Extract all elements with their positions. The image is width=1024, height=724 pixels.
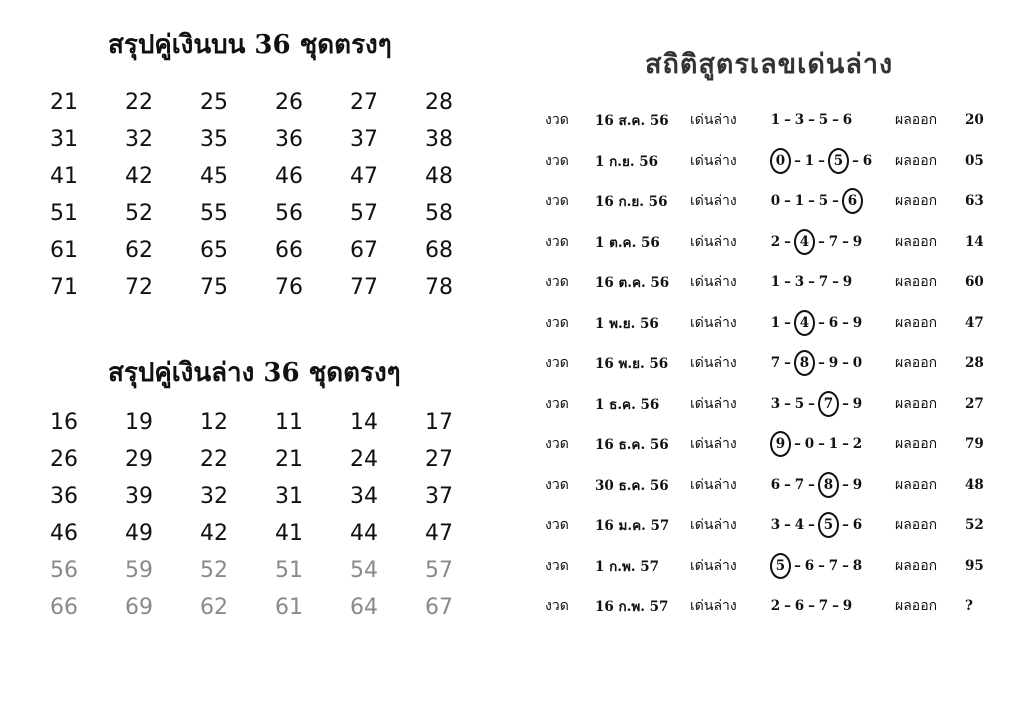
- circled-digit: 9: [770, 431, 791, 457]
- stat-row: [545, 262, 985, 303]
- grid-cell: 14: [350, 410, 378, 435]
- dash-separator: –: [842, 233, 849, 250]
- highlight-label: เด่นล่าง: [690, 112, 737, 129]
- grid-cell: 47: [350, 164, 378, 189]
- draw-date: 16 ส.ค. 56: [595, 113, 669, 130]
- digit: 1: [804, 152, 815, 169]
- digit: 4: [794, 517, 805, 534]
- dash-separator: –: [808, 517, 815, 534]
- grid-cell: 31: [50, 127, 78, 152]
- dash-separator: –: [784, 314, 791, 331]
- grid-cell: 52: [125, 201, 153, 226]
- circled-digit: 6: [842, 188, 863, 214]
- result-label: ผลออก: [895, 233, 938, 250]
- grid-cell: 54: [350, 558, 378, 583]
- result-value: 14: [965, 233, 984, 250]
- draw-date: 16 ก.ย. 56: [595, 194, 668, 211]
- grid-cell: 72: [125, 275, 153, 300]
- grid-cell: 77: [350, 275, 378, 300]
- circled-digit: 8: [794, 350, 815, 376]
- draw-date: 16 ก.พ. 57: [595, 599, 669, 616]
- dash-separator: –: [818, 557, 825, 574]
- dash-separator: –: [784, 395, 791, 412]
- draw-date: 1 ต.ค. 56: [595, 234, 660, 251]
- digit-sequence: [770, 112, 895, 128]
- stat-row: [545, 100, 985, 141]
- draw-label: งวด: [545, 274, 569, 291]
- highlight-label: เด่นล่าง: [690, 395, 737, 412]
- digit: 6: [842, 112, 853, 129]
- grid-cell: 22: [200, 447, 228, 472]
- dash-separator: –: [832, 274, 839, 291]
- digit: 3: [794, 274, 805, 291]
- digit: 1: [828, 436, 839, 453]
- draw-date: 16 ต.ค. 56: [595, 275, 670, 292]
- draw-label: งวด: [545, 436, 569, 453]
- dash-separator: –: [832, 193, 839, 210]
- grid-row: [50, 232, 480, 269]
- grid-cell: 75: [200, 275, 228, 300]
- dash-separator: –: [842, 355, 849, 372]
- grid-cell: 64: [350, 595, 378, 620]
- stats-title: สถิติสูตรเลขเด่นล่าง: [645, 49, 894, 80]
- draw-label: งวด: [545, 557, 569, 574]
- grid-cell: 37: [350, 127, 378, 152]
- circled-digit: 4: [794, 310, 815, 336]
- grid-cell: 39: [125, 484, 153, 509]
- grid-cell: 57: [350, 201, 378, 226]
- grid-cell: 19: [125, 410, 153, 435]
- digit-sequence: [770, 148, 895, 174]
- bottom-pairs-title: สรุปคู่เงินล่าง 36 ชุดตรงๆ: [108, 358, 401, 388]
- digit: 1: [770, 314, 781, 331]
- grid-cell: 25: [200, 90, 228, 115]
- digit: 9: [842, 598, 853, 615]
- dash-separator: –: [784, 233, 791, 250]
- digit: 9: [852, 476, 863, 493]
- grid-cell: 48: [425, 164, 453, 189]
- dash-separator: –: [832, 598, 839, 615]
- grid-cell: 67: [425, 595, 453, 620]
- grid-cell: 56: [275, 201, 303, 226]
- grid-cell: 46: [50, 521, 78, 546]
- draw-date: 1 ก.พ. 57: [595, 558, 660, 575]
- dash-separator: –: [832, 112, 839, 129]
- draw-date: 1 ธ.ค. 56: [595, 396, 660, 413]
- digit: 3: [794, 112, 805, 129]
- grid-row: [50, 552, 480, 589]
- highlight-label: เด่นล่าง: [690, 152, 737, 169]
- highlight-label: เด่นล่าง: [690, 193, 737, 210]
- digit-sequence: [770, 229, 895, 255]
- highlight-label: เด่นล่าง: [690, 314, 737, 331]
- dash-separator: –: [808, 395, 815, 412]
- grid-cell: 41: [275, 521, 303, 546]
- grid-cell: 59: [125, 558, 153, 583]
- digit: 0: [770, 193, 781, 210]
- digit: 6: [804, 557, 815, 574]
- stat-row: [545, 384, 985, 425]
- dash-separator: –: [808, 112, 815, 129]
- stat-row: [545, 465, 985, 506]
- grid-cell: 66: [275, 238, 303, 263]
- grid-cell: 34: [350, 484, 378, 509]
- highlight-label: เด่นล่าง: [690, 436, 737, 453]
- draw-label: งวด: [545, 598, 569, 615]
- grid-cell: 78: [425, 275, 453, 300]
- draw-date: 16 ม.ค. 57: [595, 518, 670, 535]
- grid-cell: 62: [200, 595, 228, 620]
- dash-separator: –: [842, 557, 849, 574]
- digit: 3: [770, 517, 781, 534]
- draw-label: งวด: [545, 314, 569, 331]
- result-label: ผลออก: [895, 476, 938, 493]
- grid-cell: 26: [275, 90, 303, 115]
- grid-cell: 62: [125, 238, 153, 263]
- digit: 8: [852, 557, 863, 574]
- dash-separator: –: [784, 598, 791, 615]
- dash-separator: –: [818, 436, 825, 453]
- top-pairs-title: สรุปคู่เงินบน 36 ชุดตรงๆ: [108, 30, 392, 60]
- digit: 6: [794, 598, 805, 615]
- digit: 1: [794, 193, 805, 210]
- result-value: 95: [965, 557, 984, 574]
- draw-label: งวด: [545, 152, 569, 169]
- digit-sequence: [770, 598, 895, 614]
- digit-sequence: [770, 431, 895, 457]
- stat-row: [545, 546, 985, 587]
- result-label: ผลออก: [895, 395, 938, 412]
- draw-label: งวด: [545, 476, 569, 493]
- grid-row: [50, 515, 480, 552]
- digit: 0: [852, 355, 863, 372]
- dash-separator: –: [794, 436, 801, 453]
- result-value: 48: [965, 476, 984, 493]
- digit: 1: [770, 112, 781, 129]
- digit: 7: [818, 598, 829, 615]
- digit: 0: [804, 436, 815, 453]
- dash-separator: –: [842, 436, 849, 453]
- dash-separator: –: [808, 193, 815, 210]
- digit: 2: [852, 436, 863, 453]
- grid-cell: 29: [125, 447, 153, 472]
- digit: 5: [818, 112, 829, 129]
- grid-cell: 61: [50, 238, 78, 263]
- digit-sequence: [770, 472, 895, 498]
- digit: 7: [828, 233, 839, 250]
- grid-row: [50, 589, 480, 626]
- result-label: ผลออก: [895, 598, 938, 615]
- grid-row: [50, 195, 480, 232]
- grid-cell: 26: [50, 447, 78, 472]
- digit-sequence: [770, 391, 895, 417]
- grid-cell: 56: [50, 558, 78, 583]
- stat-row: [545, 222, 985, 263]
- grid-cell: 52: [200, 558, 228, 583]
- draw-label: งวด: [545, 395, 569, 412]
- dash-separator: –: [818, 233, 825, 250]
- grid-cell: 57: [425, 558, 453, 583]
- result-label: ผลออก: [895, 112, 938, 129]
- highlight-label: เด่นล่าง: [690, 598, 737, 615]
- grid-cell: 21: [275, 447, 303, 472]
- highlight-label: เด่นล่าง: [690, 233, 737, 250]
- grid-row: [50, 158, 480, 195]
- digit: 2: [770, 233, 781, 250]
- stat-row: [545, 141, 985, 182]
- dash-separator: –: [842, 395, 849, 412]
- grid-cell: 41: [50, 164, 78, 189]
- draw-label: งวด: [545, 517, 569, 534]
- digit: 7: [828, 557, 839, 574]
- grid-cell: 22: [125, 90, 153, 115]
- dash-separator: –: [784, 112, 791, 129]
- digit-sequence: [770, 274, 895, 290]
- draw-date: 16 ธ.ค. 56: [595, 437, 669, 454]
- draw-date: 1 ก.ย. 56: [595, 153, 659, 170]
- dash-separator: –: [784, 193, 791, 210]
- dash-separator: –: [842, 476, 849, 493]
- dash-separator: –: [794, 557, 801, 574]
- grid-row: [50, 404, 480, 441]
- grid-cell: 67: [350, 238, 378, 263]
- grid-cell: 37: [425, 484, 453, 509]
- digit: 3: [770, 395, 781, 412]
- digit: 5: [794, 395, 805, 412]
- dash-separator: –: [852, 152, 859, 169]
- grid-cell: 35: [200, 127, 228, 152]
- result-label: ผลออก: [895, 517, 938, 534]
- digit: 9: [852, 314, 863, 331]
- grid-cell: 27: [425, 447, 453, 472]
- circled-digit: 5: [770, 553, 791, 579]
- highlight-label: เด่นล่าง: [690, 517, 737, 534]
- grid-cell: 51: [275, 558, 303, 583]
- draw-label: งวด: [545, 193, 569, 210]
- result-value: 63: [965, 193, 984, 210]
- circled-digit: 5: [818, 512, 839, 538]
- digit: 9: [842, 274, 853, 291]
- digit: 2: [770, 598, 781, 615]
- grid-cell: 68: [425, 238, 453, 263]
- grid-cell: 32: [125, 127, 153, 152]
- grid-cell: 51: [50, 201, 78, 226]
- digit: 9: [852, 395, 863, 412]
- result-value: 47: [965, 314, 984, 331]
- draw-date: 16 พ.ย. 56: [595, 356, 669, 373]
- highlight-label: เด่นล่าง: [690, 355, 737, 372]
- stat-row: [545, 303, 985, 344]
- grid-cell: 47: [425, 521, 453, 546]
- grid-cell: 31: [275, 484, 303, 509]
- highlight-label: เด่นล่าง: [690, 476, 737, 493]
- grid-cell: 61: [275, 595, 303, 620]
- grid-row: [50, 84, 480, 121]
- result-label: ผลออก: [895, 557, 938, 574]
- highlight-label: เด่นล่าง: [690, 557, 737, 574]
- draw-date: 30 ธ.ค. 56: [595, 477, 669, 494]
- circled-digit: 8: [818, 472, 839, 498]
- digit-sequence: [770, 350, 895, 376]
- digit: 5: [818, 193, 829, 210]
- digit: 6: [862, 152, 873, 169]
- digit: 6: [828, 314, 839, 331]
- digit-sequence: [770, 512, 895, 538]
- dash-separator: –: [818, 152, 825, 169]
- circled-digit: 4: [794, 229, 815, 255]
- grid-cell: 44: [350, 521, 378, 546]
- digit: 9: [828, 355, 839, 372]
- grid-cell: 17: [425, 410, 453, 435]
- result-label: ผลออก: [895, 152, 938, 169]
- grid-cell: 16: [50, 410, 78, 435]
- dash-separator: –: [784, 476, 791, 493]
- grid-cell: 12: [200, 410, 228, 435]
- bottom-pairs-grid: [50, 404, 480, 626]
- grid-row: [50, 121, 480, 158]
- result-value: ?: [965, 598, 973, 615]
- grid-row: [50, 441, 480, 478]
- result-label: ผลออก: [895, 355, 938, 372]
- digit-sequence: [770, 553, 895, 579]
- grid-cell: 71: [50, 275, 78, 300]
- dash-separator: –: [842, 314, 849, 331]
- circled-digit: 5: [828, 148, 849, 174]
- draw-label: งวด: [545, 112, 569, 129]
- stats-table: [545, 100, 985, 627]
- grid-row: [50, 269, 480, 306]
- draw-date: 1 พ.ย. 56: [595, 315, 659, 332]
- grid-cell: 55: [200, 201, 228, 226]
- stat-row: [545, 424, 985, 465]
- grid-cell: 21: [50, 90, 78, 115]
- grid-cell: 28: [425, 90, 453, 115]
- digit: 6: [770, 476, 781, 493]
- digit-sequence: [770, 188, 895, 214]
- dash-separator: –: [784, 517, 791, 534]
- result-value: 28: [965, 355, 984, 372]
- result-label: ผลออก: [895, 193, 938, 210]
- grid-cell: 49: [125, 521, 153, 546]
- top-pairs-grid: [50, 84, 480, 306]
- result-value: 27: [965, 395, 984, 412]
- digit: 7: [794, 476, 805, 493]
- stat-row: [545, 343, 985, 384]
- result-value: 52: [965, 517, 984, 534]
- grid-cell: 58: [425, 201, 453, 226]
- dash-separator: –: [808, 476, 815, 493]
- result-value: 60: [965, 274, 984, 291]
- grid-cell: 38: [425, 127, 453, 152]
- digit: 7: [818, 274, 829, 291]
- circled-digit: 0: [770, 148, 791, 174]
- grid-cell: 46: [275, 164, 303, 189]
- grid-cell: 36: [50, 484, 78, 509]
- grid-cell: 76: [275, 275, 303, 300]
- digit: 6: [852, 517, 863, 534]
- dash-separator: –: [784, 274, 791, 291]
- draw-label: งวด: [545, 355, 569, 372]
- result-label: ผลออก: [895, 436, 938, 453]
- highlight-label: เด่นล่าง: [690, 274, 737, 291]
- circled-digit: 7: [818, 391, 839, 417]
- grid-cell: 42: [125, 164, 153, 189]
- grid-cell: 65: [200, 238, 228, 263]
- result-value: 79: [965, 436, 984, 453]
- grid-cell: 27: [350, 90, 378, 115]
- result-value: 20: [965, 112, 984, 129]
- stat-row: [545, 586, 985, 627]
- result-label: ผลออก: [895, 274, 938, 291]
- dash-separator: –: [808, 274, 815, 291]
- digit-sequence: [770, 310, 895, 336]
- grid-row: [50, 478, 480, 515]
- grid-cell: 45: [200, 164, 228, 189]
- result-value: 05: [965, 152, 984, 169]
- dash-separator: –: [842, 517, 849, 534]
- digit: 9: [852, 233, 863, 250]
- grid-cell: 32: [200, 484, 228, 509]
- digit: 7: [770, 355, 781, 372]
- grid-cell: 24: [350, 447, 378, 472]
- grid-cell: 66: [50, 595, 78, 620]
- dash-separator: –: [808, 598, 815, 615]
- draw-label: งวด: [545, 233, 569, 250]
- grid-cell: 69: [125, 595, 153, 620]
- stat-row: [545, 505, 985, 546]
- grid-cell: 42: [200, 521, 228, 546]
- grid-cell: 36: [275, 127, 303, 152]
- result-label: ผลออก: [895, 314, 938, 331]
- grid-cell: 11: [275, 410, 303, 435]
- digit: 1: [770, 274, 781, 291]
- dash-separator: –: [818, 314, 825, 331]
- dash-separator: –: [794, 152, 801, 169]
- dash-separator: –: [818, 355, 825, 372]
- stat-row: [545, 181, 985, 222]
- dash-separator: –: [784, 355, 791, 372]
